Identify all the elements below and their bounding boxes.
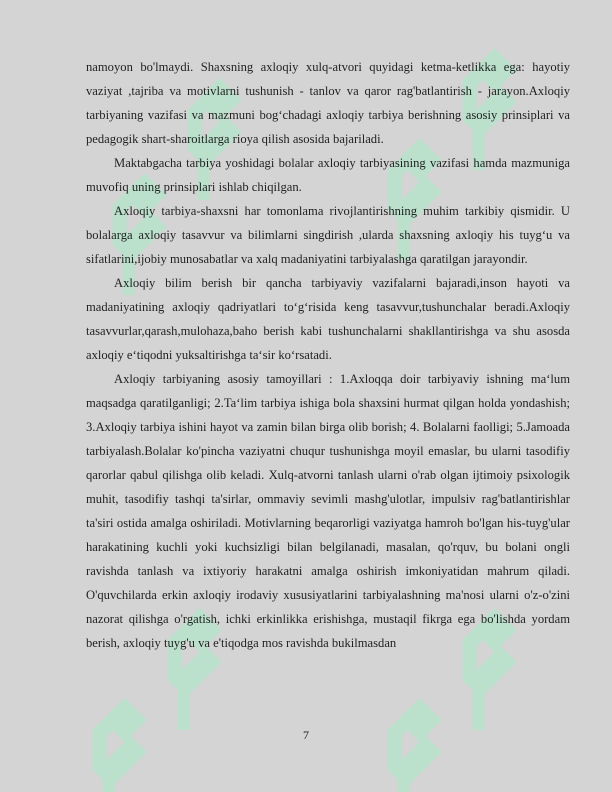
page-number: 7 <box>303 728 309 742</box>
paragraph: namoyon bo'lmaydi. Shaxsning axloqiy xulq-atvori quyidagi ketma-ketlikka ega: hayotiy vaziyat ,tajriba va motivlarni tushunish - tanlov va qaror rag'batlantirish - jarayon.Axloqiy tarbiyaning vazifasi va mazmuni bog‘chadagi axloqiy tarbiya berishning asosiy prinsiplari va pedagogik shart-sharoitlarga rioya qilish asosida bajariladi. <box>86 60 570 146</box>
paragraph: Axloqiy tarbiyaning asosiy tamoyillari : 1.Axloqqa doir tarbiyaviy ishning ma‘lum maqsadga qaratilganligi; 2.Ta‘lim tarbiya ishiga bola shaxsini hurmat qilgan holda yondashish; 3.Axloqiy tarbiya ishini hayot va zamin bilan birga olib borish; 4. Bolalarni faolligi; 5.Jamoada tarbiyalash.Bolalar ko'pincha vaziyatni chuqur tushunishga moyil emaslar, bu ularni tasodifiy qarorlar qabul qilishga olib keladi. Xulq-atvorni tanlash ularni o'rab olgan ijtimoiy psixologik muhit, tasodifiy tashqi ta'sirlar, ommaviy sevimli mashg'ulotlar, impulsiv rag'batlantirishlar ta'siri ostida amalga oshiriladi. Motivlarning beqarorligi vaziyatga hamroh bo'lgan his-tuyg'ular harakatining kuchli yoki kuchsizligi bilan belgilanadi, masalan, qo'rquv, bu bolani ongli ravishda tanlash va ixtiyoriy harakatni amalga oshirish imkoniyatidan mahrum qiladi. O'quvchilarda erkin axloqiy irodaviy xususiyatlarini tarbiyalashning ma'nosi ularni o'z-o'zini nazorat qilishga o'rgatish, ichki erkinlikka erishishga, mustaqil fikrga ega bo'lishda yordam berish, axloqiy tuyg'u va e'tiqodga mos ravishda bukilmasdan <box>86 372 570 650</box>
body-text <box>86 55 570 655</box>
paragraph: Axloqiy tarbiya-shaxsni har tomonlama rivojlantirishning muhim tarkibiy qismidir. U bolalarga axloqiy tasavvur va bilimlarni singdirish ,ularda shaxsning axloqiy his tuyg‘u va sifatlarini,ijobiy munosabatlar va xalq madaniyatini tarbiyalashga qaratilgan jarayondir. <box>86 204 570 266</box>
paragraph: Axloqiy bilim berish bir qancha tarbiyaviy vazifalarni bajaradi,inson hayoti va madaniyatining axloqiy qadriyatlari to‘g‘risida keng tasavvur,tushunchalar beradi.Axloqiy tasavvurlar,qarash,mulohaza,baho berish kabi tushunchalarni shakllantirishga va shu asosda axloqiy e‘tiqodni yuksaltirishga ta‘sir ko‘rsatadi. <box>86 276 570 362</box>
paragraph: Maktabgacha tarbiya yoshidagi bolalar axloqiy tarbiyasining vazifasi hamda mazmuniga muvofiq uning prinsiplari ishlab chiqilgan. <box>86 156 570 194</box>
